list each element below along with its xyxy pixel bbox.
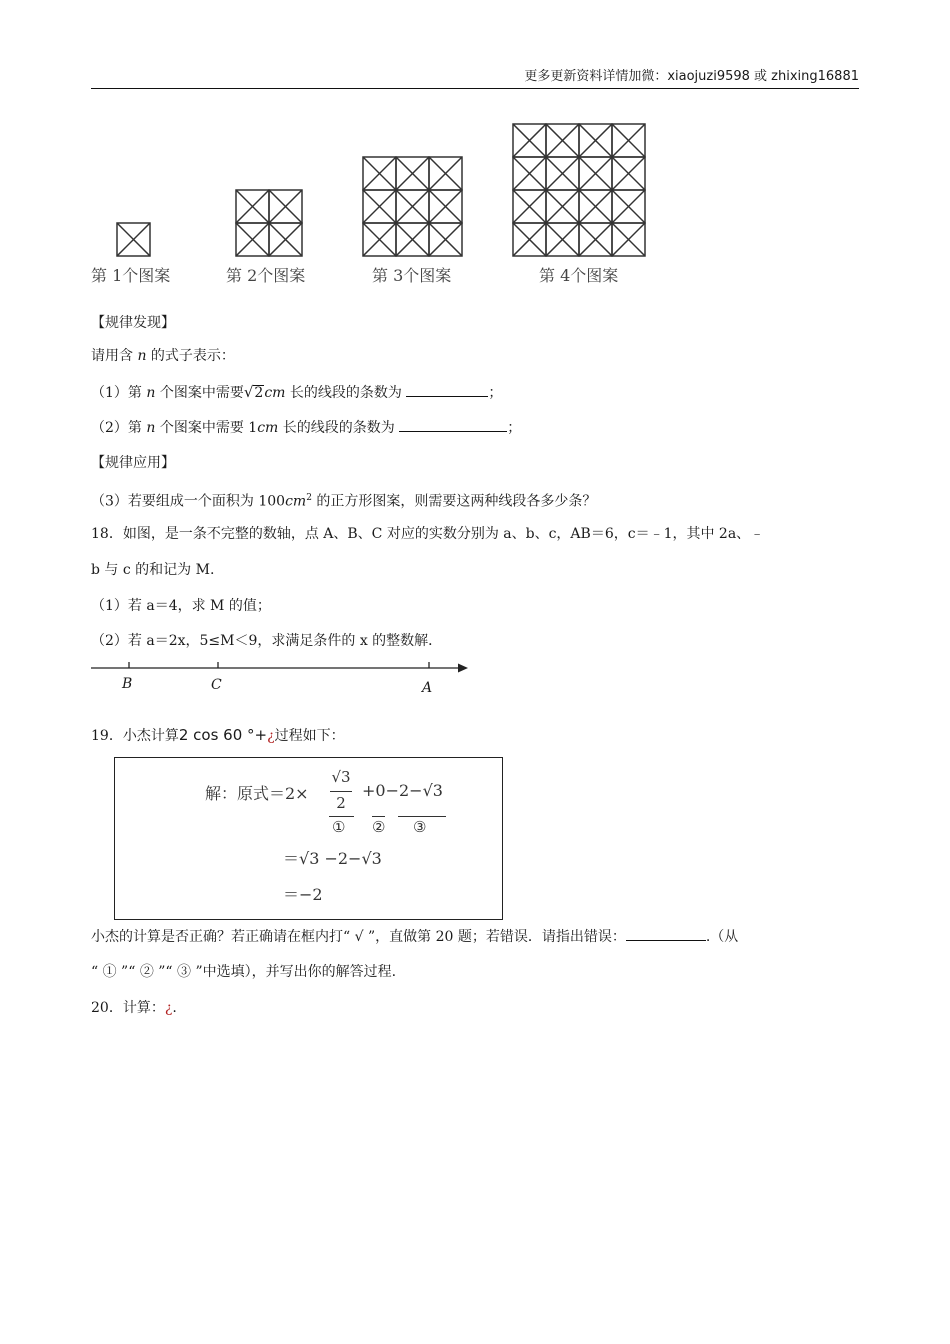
sol-frac-num: √3 bbox=[331, 768, 351, 786]
q19-after-line2: “ ① ”“ ② ”“ ③ ”中选填），并写出你的解答过程. bbox=[91, 964, 397, 980]
sol-circle-3: ③ bbox=[413, 818, 427, 836]
underline-3 bbox=[398, 816, 446, 817]
sol-rest: +0−2−√3 bbox=[362, 781, 443, 800]
underline-2 bbox=[372, 816, 385, 817]
sol-step2: ＝√3 −2−√3 bbox=[283, 849, 382, 868]
section-pattern-application: 【规律应用】 bbox=[91, 455, 175, 471]
frac-bar bbox=[330, 791, 352, 792]
underline-1 bbox=[329, 816, 354, 817]
q17-intro: 请用含 n 的式子表示： bbox=[91, 348, 235, 364]
caption-pattern-2: 第 2个图案 bbox=[226, 266, 306, 285]
sol-step3: ＝−2 bbox=[283, 885, 323, 904]
q18-stem-line2: b 与 c 的和记为 M. bbox=[91, 562, 215, 578]
axis-label-a: A bbox=[422, 680, 433, 696]
pattern-2 bbox=[236, 190, 302, 256]
q17-part2: （2）第 n 个图案中需要 1cm 长的线段的条数为 ； bbox=[91, 417, 521, 438]
pattern-4 bbox=[513, 124, 645, 256]
q19-stem: 19．小杰计算2 cos 60 °+¿过程如下： bbox=[91, 726, 345, 744]
sol-circle-1: ① bbox=[332, 818, 346, 836]
caption-pattern-1: 第 1个图案 bbox=[91, 266, 171, 285]
answer-blank-3[interactable] bbox=[626, 926, 706, 941]
answer-blank-1[interactable] bbox=[406, 382, 488, 397]
sol-circle-2: ② bbox=[372, 818, 386, 836]
axis-label-c: C bbox=[211, 677, 222, 693]
sol-prefix: 解：原式＝2× bbox=[205, 784, 309, 803]
sol-frac-den: 2 bbox=[336, 794, 346, 812]
q17-part3: （3）若要组成一个面积为 $100cm^2$ 的正方形图案，则需要这两种线段各多少条？ bbox=[91, 493, 597, 510]
section-pattern-discovery: 【规律发现】 bbox=[91, 315, 175, 331]
q18-part1: （1）若 a＝4，求 M 的值； bbox=[91, 598, 271, 614]
pattern-grids bbox=[117, 124, 645, 256]
q17-part1: （1）第 n 个图案中需要√2cm 长的线段的条数为 ； bbox=[91, 383, 503, 401]
q18-part2: （2）若 a＝2x，5≤M＜9，求满足条件的 x 的整数解． bbox=[91, 633, 443, 649]
header-text: 更多更新资料详情加微：xiaojuzi9598 或 zhixing16881 bbox=[524, 69, 859, 84]
q19-after-line1: 小杰的计算是否正确？若正确请在框内打“ √ ”，直做第 20 题；若错误．请指出错误： .（从 bbox=[91, 926, 738, 947]
caption-pattern-4: 第 4个图案 bbox=[539, 266, 619, 285]
caption-pattern-3: 第 3个图案 bbox=[372, 266, 452, 285]
axis-label-b: B bbox=[122, 676, 133, 692]
pattern-figure bbox=[0, 0, 950, 300]
q18-stem-line1: 18．如图，是一条不完整的数轴，点 A、B、C 对应的实数分别为 a、b、c，AB＝6，c＝﹣1，其中 2a、﹣ bbox=[91, 526, 765, 542]
answer-blank-2[interactable] bbox=[399, 417, 507, 432]
q20-stem: 20．计算：¿. bbox=[91, 1000, 177, 1016]
pattern-3 bbox=[363, 157, 462, 256]
pattern-1 bbox=[117, 223, 150, 256]
